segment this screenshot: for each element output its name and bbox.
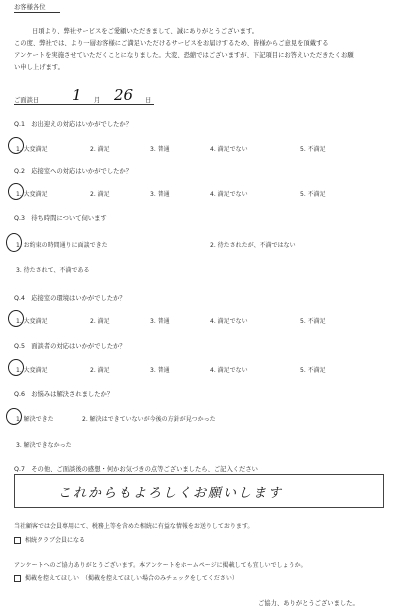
q4-option-5[interactable]: 5. 不満足 bbox=[300, 318, 326, 325]
q4-option-4[interactable]: 4. 満足でない bbox=[210, 318, 248, 325]
intro-line-1: 日頃より、弊社サービスをご愛顧いただきまして、誠にありがとうございます。 bbox=[32, 28, 259, 35]
q6-option-2[interactable]: 2. 解決はできていないが今後の方針が見つかった bbox=[82, 416, 216, 423]
q1-option-2[interactable]: 2. 満足 bbox=[90, 146, 110, 153]
q4-option-3[interactable]: 3. 普通 bbox=[150, 318, 170, 325]
q1-option-1[interactable]: 1. 大変満足 bbox=[16, 146, 48, 153]
q3-option-2[interactable]: 2. 待たされたが、不満ではない bbox=[210, 242, 296, 249]
q7-question: Q.7 その他、ご面談後の感想・何かお気づきの点等ございましたら、ご記入ください bbox=[14, 466, 258, 473]
date-day-unit: 日 bbox=[145, 97, 152, 104]
club-checkbox[interactable] bbox=[14, 537, 21, 544]
title-underline bbox=[14, 12, 60, 13]
q5-option-3[interactable]: 3. 普通 bbox=[150, 367, 170, 374]
publish-text: アンケートへのご協力ありがとうございます。本アンケートをホームページに掲載しても宜しいでしょうか。 bbox=[14, 562, 307, 569]
q5-option-4[interactable]: 4. 満足でない bbox=[210, 367, 248, 374]
q2-option-4[interactable]: 4. 満足でない bbox=[210, 191, 248, 198]
q6-option-3[interactable]: 3. 解決できなかった bbox=[16, 442, 72, 449]
q3-option-3[interactable]: 3. 待たされて、不満である bbox=[16, 267, 90, 274]
q5-option-5[interactable]: 5. 不満足 bbox=[300, 367, 326, 374]
q5-option-2[interactable]: 2. 満足 bbox=[90, 367, 110, 374]
q1-option-5[interactable]: 5. 不満足 bbox=[300, 146, 326, 153]
q6-option-1[interactable]: 1. 解決できた bbox=[16, 416, 54, 423]
q2-option-3[interactable]: 3. 普通 bbox=[150, 191, 170, 198]
q1-option-3[interactable]: 3. 普通 bbox=[150, 146, 170, 153]
q2-option-2[interactable]: 2. 満足 bbox=[90, 191, 110, 198]
q1-option-4[interactable]: 4. 満足でない bbox=[210, 146, 248, 153]
date-month-value[interactable]: 1 bbox=[72, 86, 82, 104]
q4-option-2[interactable]: 2. 満足 bbox=[90, 318, 110, 325]
publish-option[interactable] bbox=[14, 573, 238, 582]
date-month-unit: 月 bbox=[94, 97, 101, 104]
date-day-value[interactable]: 26 bbox=[114, 86, 134, 104]
q7-handwritten-answer: これからもよろしくお願いします bbox=[58, 486, 284, 501]
intro-line-4: い申し上げます。 bbox=[14, 64, 64, 71]
q3-option-1[interactable]: 1. お約束の時間通りに面談できた bbox=[16, 242, 108, 249]
q4-option-1[interactable]: 1. 大変満足 bbox=[16, 318, 48, 325]
q3-question: Q.3 待ち時間について伺います bbox=[14, 215, 107, 222]
intro-line-2: この度、弊社では、より一層お客様にご満足いただけるサービスをお届けするため、皆様からご意見を頂戴する bbox=[14, 40, 329, 47]
footer-thanks: ご協力、ありがとうございました。 bbox=[258, 600, 359, 607]
q2-question: Q.2 応接室への対応はいかがでしたか？ bbox=[14, 168, 133, 175]
date-underline bbox=[14, 104, 154, 105]
club-text: 当社顧客では会員専用にて、税務上等を含めた相続に有益な情報をお送りしております。 bbox=[14, 523, 254, 530]
publish-checkbox[interactable] bbox=[14, 575, 21, 582]
publish-option-label: 掲載を控えてほしい （掲載を控えてほしい場合のみチェックをしてください） bbox=[25, 575, 238, 582]
q1-question: Q.1 お出迎えの対応はいかがでしたか？ bbox=[14, 121, 133, 128]
club-option[interactable] bbox=[14, 535, 85, 544]
q5-question: Q.5 面談者の対応はいかがでしたか？ bbox=[14, 343, 126, 350]
club-option-label: 相続クラブ会員になる bbox=[25, 537, 86, 544]
survey-title: お客様各位 bbox=[14, 4, 46, 11]
date-label: ご面談日 bbox=[14, 97, 40, 104]
q6-question: Q.6 お悩みは解決されましたか？ bbox=[14, 391, 114, 398]
q2-option-5[interactable]: 5. 不満足 bbox=[300, 191, 326, 198]
intro-line-3: アンケートを実施させていただくことになりました。大変、恐縮ではございますが、下記項目にお答えいただきたくお願 bbox=[14, 52, 354, 59]
q5-option-1[interactable]: 1. 大変満足 bbox=[16, 367, 48, 374]
q4-question: Q.4 応接室の環境はいかがでしたか？ bbox=[14, 295, 126, 302]
q2-option-1[interactable]: 1. 大変満足 bbox=[16, 191, 48, 198]
